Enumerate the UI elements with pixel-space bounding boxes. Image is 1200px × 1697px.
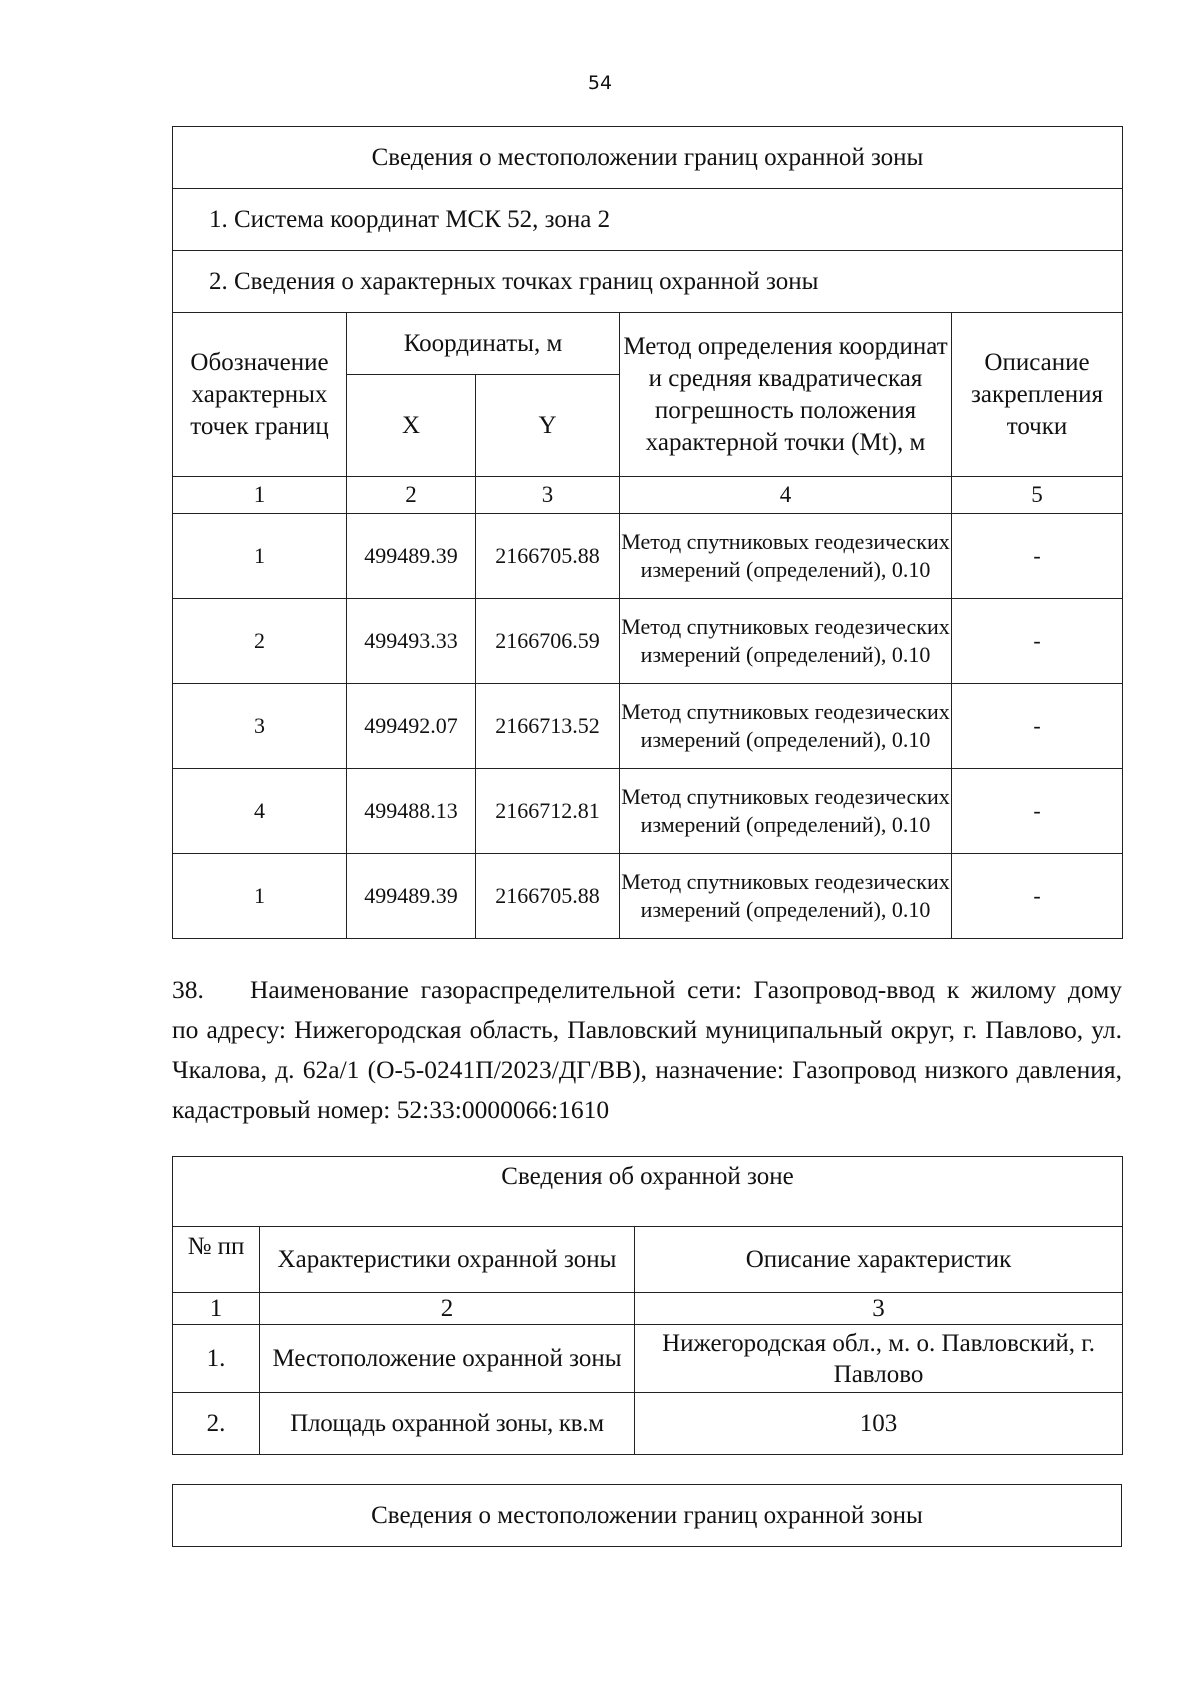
point-number: 3 [173, 684, 347, 769]
table-row [173, 1325, 1123, 1393]
header-method: Метод определения координат и средняя квадратическая погрешность положения характерной точки (Mt), м [620, 313, 952, 477]
header-description: Описание закрепления точки [952, 313, 1123, 477]
coord-system: 1. Система координат МСК 52, зона 2 [173, 189, 1123, 251]
row-number: 1. [173, 1325, 260, 1393]
paragraph-number: 38. [172, 975, 204, 1004]
coord-x: 499493.33 [347, 599, 476, 684]
location-table-title: Сведения о местоположении границ охранной зоны [173, 1485, 1122, 1547]
column-number: 5 [952, 477, 1123, 514]
point-description: - [952, 599, 1123, 684]
header-y: Y [476, 375, 620, 477]
coord-y: 2166712.81 [476, 769, 620, 854]
method: Метод спутниковых геодезических измерений (определений), 0.10 [620, 514, 952, 599]
table-row [173, 1393, 1123, 1455]
coord-y: 2166713.52 [476, 684, 620, 769]
point-number: 2 [173, 599, 347, 684]
characteristic: Площадь охранной зоны, кв.м [260, 1393, 635, 1455]
method: Метод спутниковых геодезических измерений (определений), 0.10 [620, 599, 952, 684]
coord-x: 499489.39 [347, 854, 476, 939]
characteristic-value: 103 [635, 1393, 1123, 1455]
header-num: № пп [173, 1227, 260, 1293]
table-row [173, 769, 1123, 854]
header-characteristics: Характеристики охранной зоны [260, 1227, 635, 1293]
coord-y: 2166706.59 [476, 599, 620, 684]
column-number: 1 [173, 1293, 260, 1325]
method: Метод спутниковых геодезических измерений (определений), 0.10 [620, 684, 952, 769]
point-number: 4 [173, 769, 347, 854]
location-boundary-table [172, 1484, 1122, 1547]
header-designation: Обозначение характерных точек границ [173, 313, 347, 477]
gas-network-paragraph [172, 970, 1122, 1130]
coord-y: 2166705.88 [476, 514, 620, 599]
coord-x: 499489.39 [347, 514, 476, 599]
coord-x: 499488.13 [347, 769, 476, 854]
boundary-points-table [172, 126, 1123, 939]
table-row [173, 684, 1123, 769]
column-number: 4 [620, 477, 952, 514]
point-description: - [952, 769, 1123, 854]
column-number: 1 [173, 477, 347, 514]
boundary-table-title: Сведения о местоположении границ охранной зоны [173, 127, 1123, 189]
column-number: 2 [347, 477, 476, 514]
point-description: - [952, 854, 1123, 939]
table-row [173, 514, 1123, 599]
point-description: - [952, 514, 1123, 599]
point-number: 1 [173, 854, 347, 939]
column-number: 3 [635, 1293, 1123, 1325]
method: Метод спутниковых геодезических измерений (определений), 0.10 [620, 769, 952, 854]
header-coordinates: Координаты, м [347, 313, 620, 375]
paragraph-text: Наименование газораспределительной сети: Газопровод-ввод к жилому дому по адресу: Нижегородская область, Павловский муниципальный округ, г. Павлово, ул. Чкалова, д. 62а/1 (О-5-0241П/2023/ДГ/ВВ), назначение: Газопровод низкого давления, кадастровый номер: 52:33:0000066:1610 [172, 975, 1122, 1124]
header-characteristic-description: Описание характеристик [635, 1227, 1123, 1293]
table-row [173, 854, 1123, 939]
coord-y: 2166705.88 [476, 854, 620, 939]
method: Метод спутниковых геодезических измерений (определений), 0.10 [620, 854, 952, 939]
header-x: X [347, 375, 476, 477]
characteristic-value: Нижегородская обл., м. о. Павловский, г. Павлово [635, 1325, 1123, 1393]
coord-x: 499492.07 [347, 684, 476, 769]
page-number: 54 [587, 72, 613, 94]
point-description: - [952, 684, 1123, 769]
row-number: 2. [173, 1393, 260, 1455]
points-title: 2. Сведения о характерных точках границ охранной зоны [173, 251, 1123, 313]
column-number: 3 [476, 477, 620, 514]
column-number: 2 [260, 1293, 635, 1325]
point-number: 1 [173, 514, 347, 599]
protection-zone-table [172, 1156, 1123, 1455]
table-row [173, 599, 1123, 684]
characteristic: Местоположение охранной зоны [260, 1325, 635, 1393]
zone-table-title: Сведения об охранной зоне [173, 1157, 1123, 1227]
